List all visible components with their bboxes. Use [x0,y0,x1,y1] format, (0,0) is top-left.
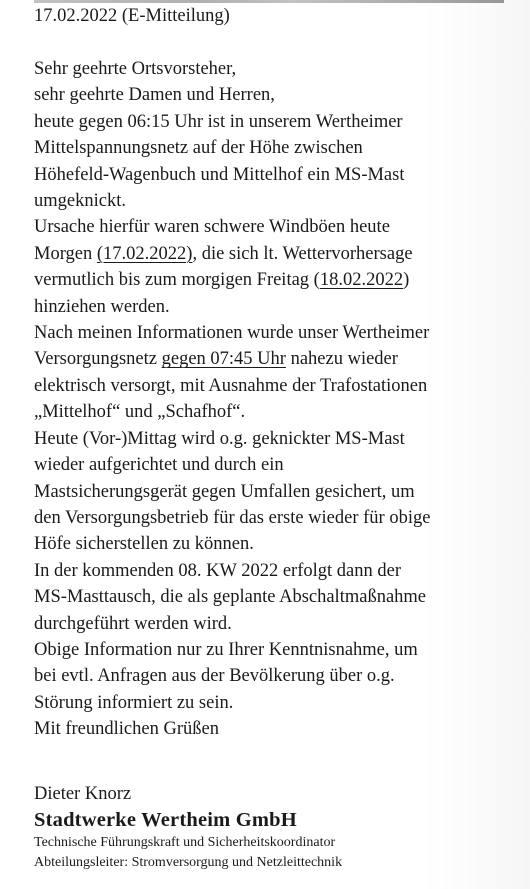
text-fragment: , die sich lt. Wettervorhersage [192,243,413,264]
signer-role: Technische Führungskraft und Sicherheitskoordinator [34,835,336,850]
closing-line: Mit freundlichen Grüßen [34,719,219,740]
text-line: „Mittelhof“ und „Schafhof“. [34,402,246,423]
company-name: Stadtwerke Wertheim GmbH [34,809,297,831]
letter-body [34,56,514,743]
text-line: Höfe sicherstellen zu können. [34,534,254,555]
text-fragment: Versorgungsnetz [34,349,162,370]
text-line [34,241,514,267]
text-line: umgeknickt. [34,191,126,212]
signer-department: Abteilungsleiter: Stromversorgung und Netzleittechnik [34,855,343,870]
text-line: MS-Masttausch, die als geplante Abschaltmaßnahme [34,587,427,608]
text-line: Störung informiert zu sein. [34,692,234,713]
text-line: durchgeführt werden wird. [34,613,232,634]
text-line: Nach meinen Informationen wurde unser Wertheimer [34,323,430,344]
time-link[interactable]: gegen 07:45 Uhr [161,349,286,370]
text-fragment: nahezu wieder [285,349,398,370]
signer-name: Dieter Knorz [34,784,132,804]
text-fragment: Morgen [34,243,97,264]
text-line: Obige Information nur zu Ihrer Kenntnisnahme, um [34,639,418,660]
text-line: heute gegen 06:15 Uhr ist in unserem Wertheimer [34,111,403,132]
document-date: 17.02.2022 (E-Mitteilung) [34,6,230,26]
text-line: Mittelspannungsnetz auf der Höhe zwischen [34,138,363,159]
text-line [34,346,514,372]
text-line: den Versorgungsbetrieb für das erste wieder für obige [34,507,431,528]
text-line: Heute (Vor-)Mittag wird o.g. geknickter MS-Mast [34,428,405,449]
date-link[interactable]: (17.02.2022) [96,243,193,264]
text-line: Mastsicherungsgerät gegen Umfallen gesichert, um [34,481,415,502]
text-line: Höhefeld-Wagenbuch und Mittelhof ein MS-Mast [34,164,405,185]
text-line: hinziehen werden. [34,296,170,317]
date-link[interactable]: 18.02.2022 [319,270,404,291]
signature-block [34,781,514,873]
text-fragment: ) [403,270,410,291]
text-fragment: vermutlich bis zum morgigen Freitag ( [34,270,320,291]
text-line: elektrisch versorgt, mit Ausnahme der Trafostationen [34,375,428,396]
text-line [34,267,514,293]
text-line: wieder aufgerichtet und durch ein [34,455,284,476]
salutation-line: sehr geehrte Damen und Herren, [34,85,275,106]
text-line: bei evtl. Anfragen aus der Bevölkerung über o.g. [34,666,395,687]
text-line: Ursache hierfür waren schwere Windböen heute [34,217,390,238]
salutation-line: Sehr geehrte Ortsvorsteher, [34,59,237,79]
text-line: In der kommenden 08. KW 2022 erfolgt dann der [34,560,401,581]
